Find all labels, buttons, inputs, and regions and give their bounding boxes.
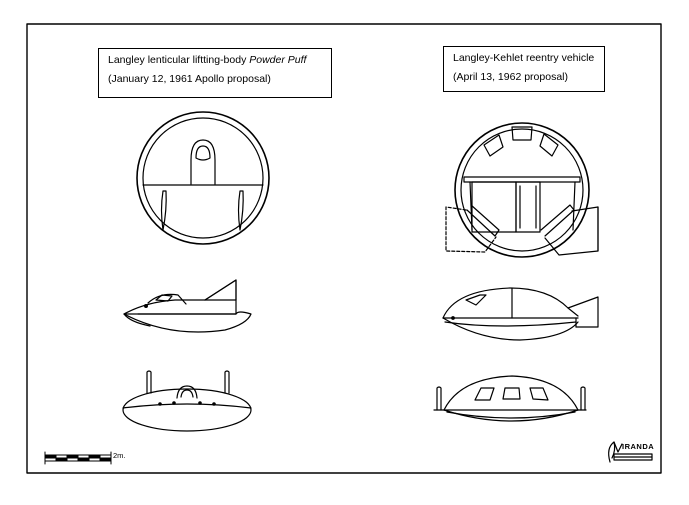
powder-puff-side-view (124, 280, 251, 332)
logo-text: IRANDA (622, 442, 655, 451)
powder-puff-title-prefix: Langley lenticular liftting-body (108, 54, 250, 66)
kehlet-date: (April 13, 1962 proposal) (453, 71, 568, 84)
kehlet-rear-view (434, 376, 586, 421)
scale-bar (45, 452, 111, 464)
kehlet-label (443, 46, 605, 92)
kehlet-front-view (446, 123, 598, 257)
powder-puff-rear-view (123, 371, 251, 431)
kehlet-side-view (443, 288, 598, 340)
scale-bar-label: 2m. (113, 451, 126, 460)
powder-puff-name: Powder Puff (249, 54, 307, 66)
kehlet-title: Langley-Kehlet reentry vehicle (453, 52, 595, 64)
powder-puff-date: (January 12, 1961 Apollo proposal) (108, 73, 271, 86)
powder-puff-label (98, 48, 332, 98)
powder-puff-front-view (137, 112, 269, 244)
powder-puff-title (108, 53, 325, 67)
